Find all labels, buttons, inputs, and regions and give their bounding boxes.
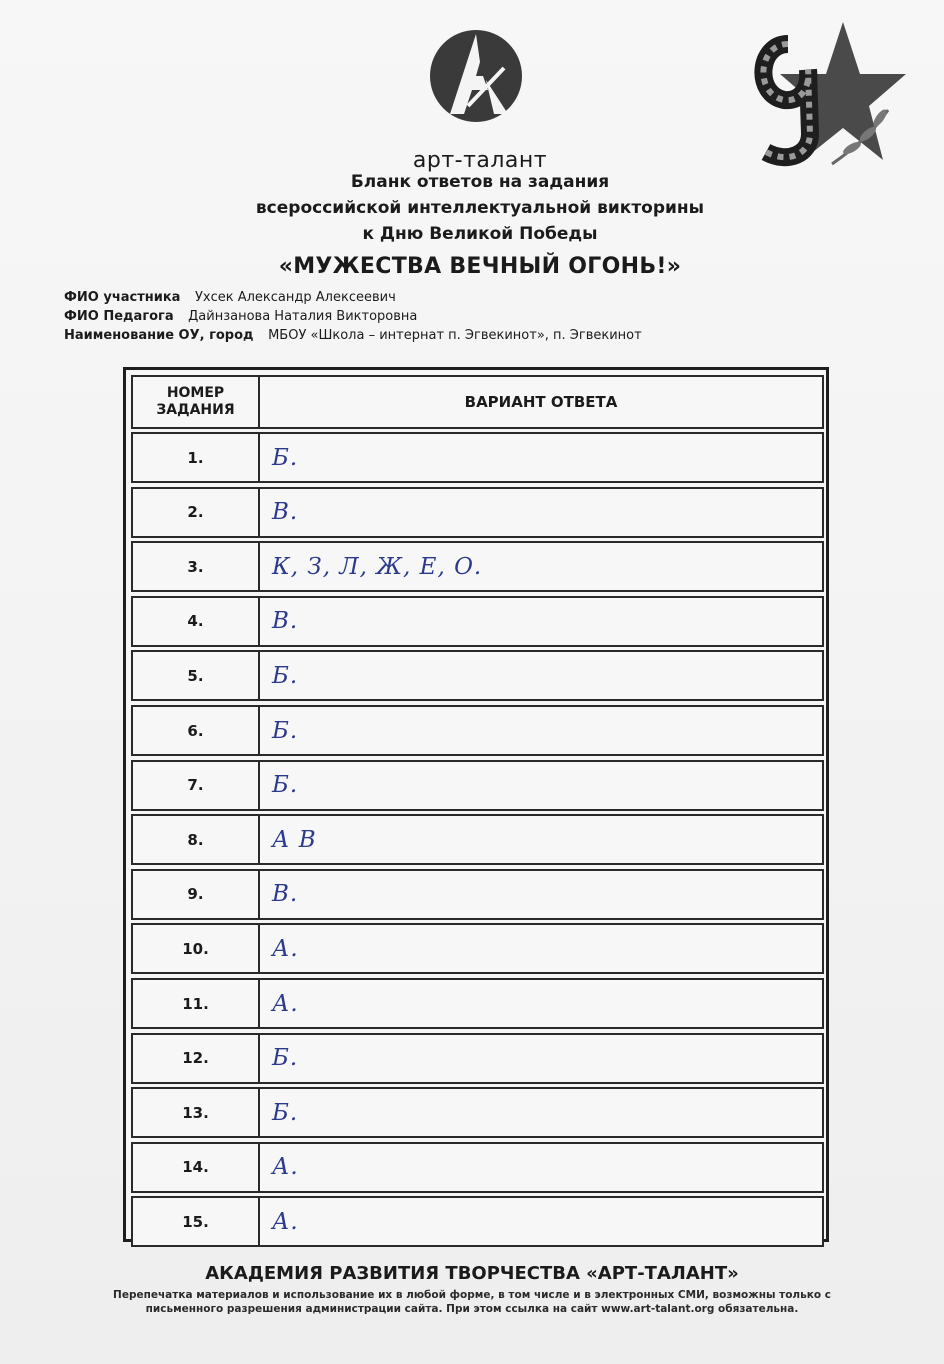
table-row — [131, 487, 824, 538]
task-number: 9. — [133, 871, 260, 918]
handwritten-answer: Б. — [272, 662, 299, 689]
school-label: Наименование ОУ, город — [64, 328, 254, 343]
table-row — [131, 1087, 824, 1138]
task-number: 3. — [133, 543, 260, 590]
table-row — [131, 869, 824, 920]
task-number: 15. — [133, 1198, 260, 1245]
handwritten-answer: А. — [272, 1208, 299, 1235]
task-number: 8. — [133, 816, 260, 863]
handwritten-answer: Б. — [272, 1045, 299, 1072]
brand-name: арт-талант — [412, 148, 548, 173]
participant-line — [64, 290, 396, 305]
table-row — [131, 705, 824, 756]
handwritten-answer: А В — [272, 826, 317, 853]
task-number: 1. — [133, 434, 260, 481]
form-heading-line2: всероссийской интеллектуальной викторины — [255, 198, 705, 218]
table-row — [131, 760, 824, 811]
table-header-row — [131, 375, 824, 429]
school-line — [64, 328, 642, 343]
teacher-value: Дайнзанова Наталия Викторовна — [188, 309, 418, 324]
teacher-label: ФИО Педагога — [64, 309, 174, 324]
handwritten-answer: В. — [272, 499, 299, 526]
table-row — [131, 1142, 824, 1193]
quiz-title: «МУЖЕСТВА ВЕЧНЫЙ ОГОНЬ!» — [278, 254, 682, 279]
handwritten-answer: Б. — [272, 717, 299, 744]
form-heading-line1: Бланк ответов на задания — [350, 172, 610, 192]
answers-table — [123, 367, 829, 1242]
task-number: 10. — [133, 925, 260, 972]
table-row — [131, 978, 824, 1029]
table-row — [131, 1033, 824, 1084]
participant-label: ФИО участника — [64, 290, 181, 305]
task-number: 13. — [133, 1089, 260, 1136]
task-number: 14. — [133, 1144, 260, 1191]
handwritten-answer: Б. — [272, 444, 299, 471]
handwritten-answer: Б. — [272, 772, 299, 799]
task-number: 6. — [133, 707, 260, 754]
task-number: 11. — [133, 980, 260, 1027]
column-header-number: НОМЕР ЗАДАНИЯ — [133, 377, 260, 427]
handwritten-answer: А. — [272, 990, 299, 1017]
handwritten-answer: А. — [272, 935, 299, 962]
task-number: 5. — [133, 652, 260, 699]
participant-value: Ухсек Александр Алексеевич — [194, 290, 396, 305]
table-row — [131, 432, 824, 483]
column-header-answer: ВАРИАНТ ОТВЕТА — [464, 393, 618, 411]
handwritten-answer: Б. — [272, 1099, 299, 1126]
table-row — [131, 923, 824, 974]
task-number: 4. — [133, 598, 260, 645]
table-row — [131, 596, 824, 647]
table-row — [131, 814, 824, 865]
copyright-note: Перепечатка материалов и использование их в любой форме, в том числе и в электронных СМИ, возможны только с письменного разрешения администрации сайта. При этом ссылка на сайт www.art-talant.org обязательна. — [113, 1289, 831, 1315]
footer-title: АКАДЕМИЯ РАЗВИТИЯ ТВОРЧЕСТВА «АРТ-ТАЛАНТ» — [205, 1263, 739, 1284]
table-row — [131, 541, 824, 592]
handwritten-answer: В. — [272, 881, 299, 908]
table-row — [131, 1196, 824, 1247]
school-value: МБОУ «Школа – интернат п. Эгвекинот», п. Эгвекинот — [268, 328, 642, 343]
form-heading-line3: к Дню Великой Победы — [362, 224, 598, 244]
table-row — [131, 650, 824, 701]
handwritten-answer: В. — [272, 608, 299, 635]
handwritten-answer: А. — [272, 1154, 299, 1181]
task-number: 12. — [133, 1035, 260, 1082]
task-number: 2. — [133, 489, 260, 536]
teacher-line — [64, 309, 417, 324]
art-talant-logo — [428, 10, 524, 150]
handwritten-answer: К, З, Л, Ж, Е, О. — [272, 553, 483, 580]
task-number: 7. — [133, 762, 260, 809]
